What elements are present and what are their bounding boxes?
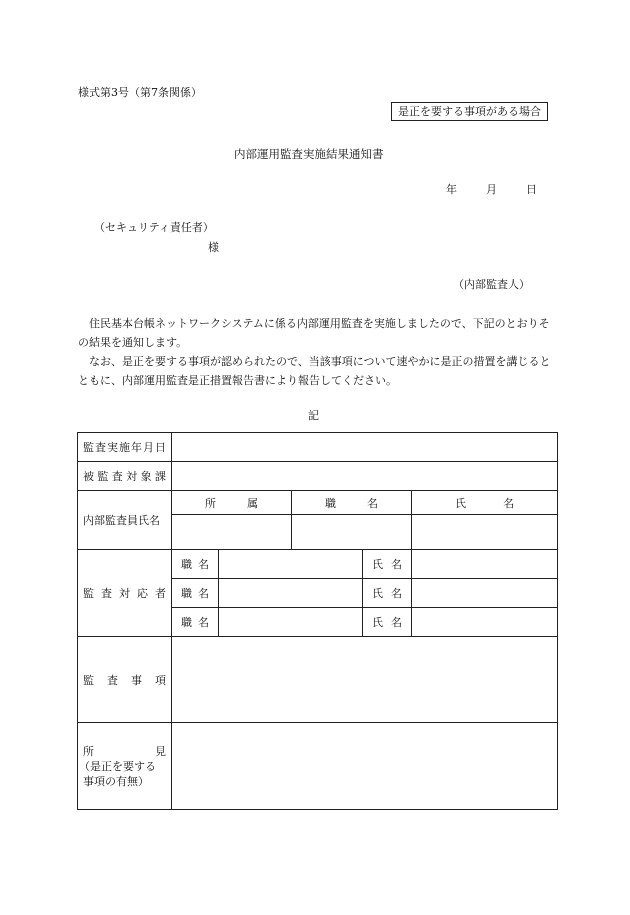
internal-auditor-label: （内部監査人） (453, 278, 530, 291)
respondent-name-label: 氏 名 (363, 579, 412, 608)
respondent-name-field[interactable] (412, 579, 558, 608)
auditor-title-field[interactable] (292, 515, 412, 550)
row-audit-items (78, 637, 558, 723)
date-day: 日 (526, 183, 537, 196)
respondent-title-label: 職 名 (172, 550, 219, 579)
addressee-role: （セキュリティ責任者） (94, 221, 214, 234)
audit-date-label: 監 査 実 施 年 月 日 (78, 433, 172, 462)
respondent-name-field[interactable] (412, 550, 558, 579)
auditor-name-field[interactable] (412, 515, 558, 550)
body-paragraph-2: なお、是正を要する事項が認められたので、当該事項について速やかに是正の措置を講じるとともに、内部運用監査是正措置報告書により報告してください。 (78, 355, 551, 387)
date-line (446, 183, 537, 197)
col-affiliation: 所 属 (172, 491, 292, 515)
audit-items-label: 監 査 事 項 (78, 637, 172, 723)
audit-result-table (77, 432, 558, 810)
col-name: 氏 名 (412, 491, 558, 515)
correction-required-label: 是正を要する事項がある場合 (391, 102, 548, 121)
row-findings (78, 723, 558, 810)
document-title: 内部運用監査実施結果通知書 (234, 147, 384, 161)
audited-section-label: 被 監 査 対 象 課 (78, 462, 172, 491)
respondent-label: 監 査 対 応 者 (78, 550, 172, 637)
audited-section-field[interactable] (172, 462, 558, 491)
respondent-name-label: 氏 名 (363, 608, 412, 637)
respondent-title-field[interactable] (219, 608, 363, 637)
col-job-title: 職 名 (292, 491, 412, 515)
date-year: 年 (446, 183, 457, 196)
row-auditor-header (78, 491, 558, 515)
body-paragraph-1: 住民基本台帳ネットワークシステムに係る内部運用監査を実施しましたので、下記のとおりその結果を通知します。 (78, 317, 550, 349)
respondent-name-field[interactable] (412, 608, 558, 637)
respondent-name-label: 氏 名 (363, 550, 412, 579)
respondent-title-field[interactable] (219, 579, 363, 608)
ki-marker: 記 (308, 409, 319, 422)
audit-items-field[interactable] (172, 637, 558, 723)
auditor-name-label: 内部監査員氏名 (78, 491, 172, 550)
row-respondent-1 (78, 550, 558, 579)
findings-field[interactable] (172, 723, 558, 810)
date-month: 月 (486, 183, 497, 196)
addressee-honorific: 様 (208, 241, 219, 254)
audit-date-field[interactable] (172, 433, 558, 462)
row-audited-section (78, 462, 558, 491)
findings-label: 所 見 （是正を要する 事項の有無） (78, 723, 172, 810)
respondent-title-label: 職 名 (172, 579, 219, 608)
form-number: 様式第3号（第7条関係） (78, 86, 202, 99)
respondent-title-label: 職 名 (172, 608, 219, 637)
row-audit-date (78, 433, 558, 462)
respondent-title-field[interactable] (219, 550, 363, 579)
auditor-affiliation-field[interactable] (172, 515, 292, 550)
